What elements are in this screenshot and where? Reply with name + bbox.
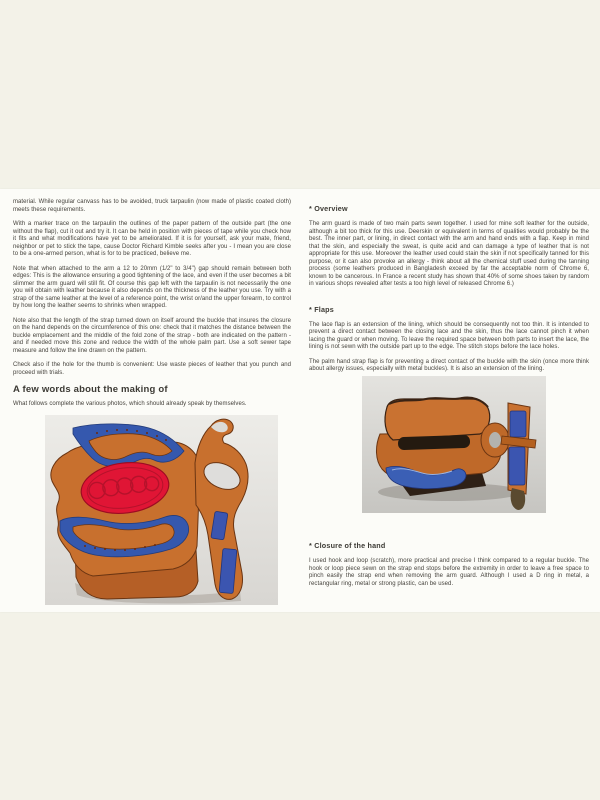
section-heading-making-of: A few words about the making of xyxy=(13,384,168,395)
opening-slot xyxy=(398,435,470,451)
velcro-patch-upper xyxy=(510,411,526,437)
paragraph-closure: I used hook and loop (scratch), more practical and precise I think compared to a regular buckle. The hook or loop piece sewn on the strap end stops before the extremity in order to leave a free space to pinch easily the strap end when removing the arm guard. Although I used a D ring in metal, a rectangular ring, metal or strong plastic, can be used. xyxy=(309,558,589,587)
paragraph-gap-note: Note that when attached to the arm a 12 to 20mm (1/2" to 3/4") gap should remain between both edges: This is the allowance ensuring a good tightening of the lace, and even if the user becomes a bit slimmer the arm guard will still fit. Of course this gap left with the tarpaulin is not necessarily the one you will obtain with leather because it also depends on the thickness of the leather you use. Try with a strap of the same leather at the level of a reference point, the wrist or/and the upper forearm, to control by how long the leather seems to shrinks when wrapped. xyxy=(13,265,291,309)
closure-section xyxy=(309,541,589,588)
left-page-column xyxy=(13,199,291,416)
paragraph-lace-flap: The lace flap is an extension of the lining, which should be consequently not too thin. It is intended to prevent a direct contact between the closing lace and the skin, thus the lace cannot pinch it when lacing the guard or when moving. To leave the required space between both parts to insert the lace, the lining is not sewn with the outside part up to the edge. The stitch stops before the lace holes. xyxy=(309,321,589,350)
section-heading-closure: * Closure of the hand xyxy=(309,541,386,550)
pattern-piece-photo xyxy=(45,415,278,605)
paragraph-strap-length-note: Note also that the length of the strap turned down on itself around the buckle that insures the closure on the hand depends on the circumference of this one: check that it matches the distance between the buckle emplacement and the middle of the fold zone of the strap - both are indicated on the pattern - and if needed move this zone and reduce the width of the whole palm part. Use a soft sewer tape measure and follow the line drawn on the pattern. xyxy=(13,317,291,354)
paragraph-palm-strap-flap: The palm hand strap flap is for preventing a direct contact of the buckle with the skin (once more think about allergy issues, especially with metal buckles). It is also an extension of the lining. xyxy=(309,358,589,372)
paragraph-thumb-hole-check: Check also if the hole for the thumb is convenient: Use waste pieces of leather that you punch and proceed with trials. xyxy=(13,362,291,376)
document-spread xyxy=(0,189,600,612)
paragraph-overview: The arm guard is made of two main parts sewn together. I used for mine soft leather for the outside, although a bit too thick for this use. Deerskin or equivalent in terms of qualities would probably be the best. The inner part, or lining, in direct contact with the arm and hand ends with a flap. Keep in mind that the skin, and especially the sweat, is quite acid and can damage a type of leather that is not appropriate for this use. Moreover the leather used could stain the skin if not specifically tanned for this purpose, or it can also provoke an allergy - think about all the chemical stuff used during the tanning process (some leathers produced in Bangladesh exceed by far the acceptable norm of Chrome 6, known to be cancerous. In France a recent study has shown that 40% of some shoes taken by random in various shops revealed after tests a too high level of released Chrome 6.) xyxy=(309,221,589,287)
guard-top-roll xyxy=(385,399,490,440)
section-heading-flaps: * Flaps xyxy=(309,304,334,314)
velcro-patch-lower xyxy=(509,447,525,485)
paragraph-material: material. While regular canvass has to be avoided, truck tarpaulin (now made of plastic coated cloth) meets these requirements. xyxy=(13,199,291,213)
paragraph-marker-trace: With a marker trace on the tarpaulin the outlines of the paper pattern of the outside part (the one without the flap), cut it out and try it. It can be held in position with pieces of tape while you check how it fits and what modifications have yet to be ameliorated. If it is for yourself, ask your mate, friend, neighbor or pet to stick the tape, cause Doctor Richard Kimble seeks after you - I mean you are close to be a one-armed person, what is for to be practiced, believe me. xyxy=(13,221,291,257)
rolled-guard-photo xyxy=(362,376,546,513)
section-heading-overview: * Overview xyxy=(309,204,348,213)
paragraph-making-subtext: What follows complete the various photos, which should already speak by themselves. xyxy=(13,401,247,407)
right-page-column xyxy=(309,204,589,381)
